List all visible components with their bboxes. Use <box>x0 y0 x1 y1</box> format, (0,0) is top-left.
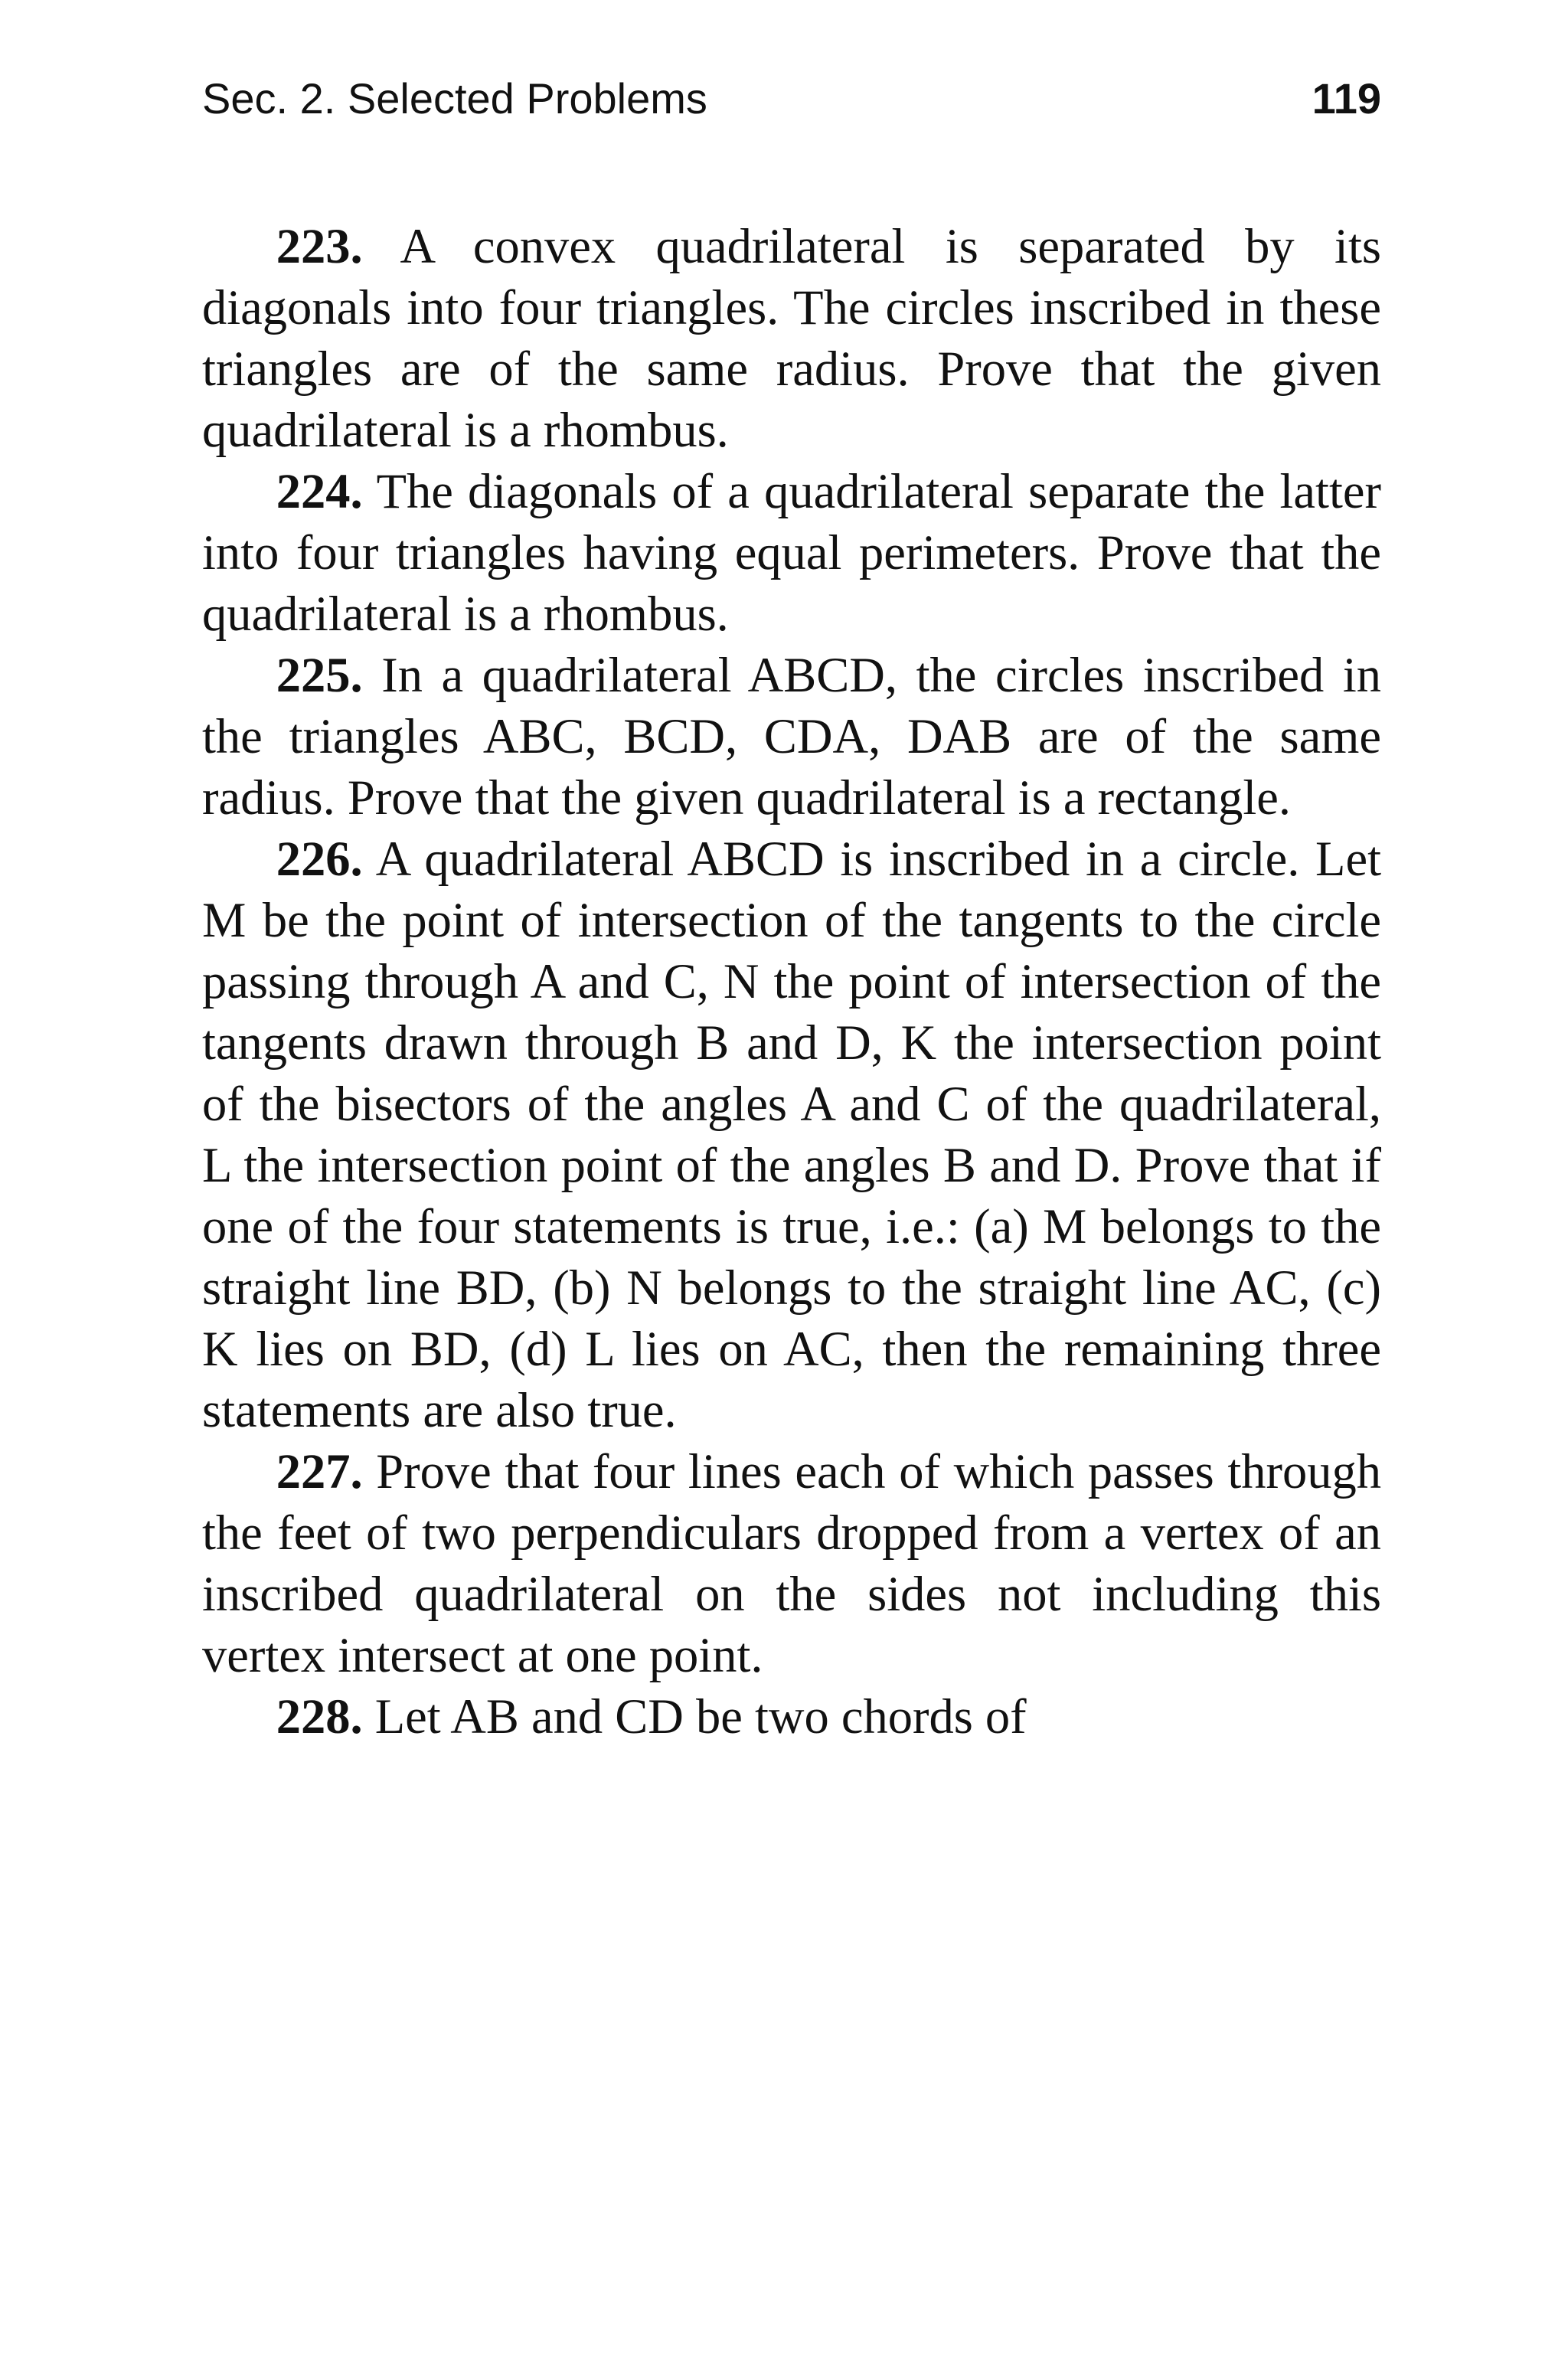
problem-224 <box>202 461 1394 645</box>
page-number: 119 <box>1312 74 1381 123</box>
problem-text: Let AB and CD be two chords of <box>374 1689 1027 1744</box>
problem-text: The diagonals of a quadrilateral separate the latter into four triangles having equal perimeters. Prove that the quadrilateral is a rhombus. <box>202 464 1394 641</box>
problem-number: 226. <box>276 832 363 886</box>
problem-number: 228. <box>276 1689 363 1744</box>
problem-225 <box>202 645 1394 829</box>
problem-text: In a quadrilateral ABCD, the circles inscribed in the triangles ABC, BCD, CDA, DAB are of the same radius. Prove that the given quadrilateral is a rectangle. <box>202 648 1394 825</box>
problem-226 <box>202 829 1394 1441</box>
section-title: Sec. 2. Selected Problems <box>202 74 707 123</box>
book-page <box>202 74 1394 1747</box>
problem-number: 225. <box>276 648 363 702</box>
problem-228 <box>202 1686 1381 1747</box>
problem-223 <box>202 216 1394 461</box>
problem-text: Prove that four lines each of which passes through the feet of two perpendiculars dropped from a vertex of an inscribed quadrilateral on the sides not including this vertex intersect at one point. <box>202 1444 1394 1682</box>
problem-227 <box>202 1441 1394 1686</box>
problem-number: 224. <box>276 464 363 518</box>
problem-number: 227. <box>276 1444 363 1499</box>
running-head <box>202 74 1381 132</box>
problem-list <box>202 216 1394 1747</box>
problem-text: A quadrilateral ABCD is inscribed in a circle. Let M be the point of intersection of the tangents to the circle passing through A and C, N the point of intersection of the tangents drawn through B and D, K the intersection point of the bisectors of the angles A and C of the quadrilateral, L the intersection point of the angles B and D. Prove that if one of the four statements is true, i.e.: (a) M belongs to the straight line BD, (b) N belongs to the straight line AC, (c) K lies on BD, (d) L lies on AC, then the remaining three statements are also true. <box>202 832 1394 1437</box>
problem-text: A convex quadrilateral is separated by its diagonals into four triangles. The circles inscribed in these triangles are of the same radius. Prove that the given quadrilateral is a rhombus. <box>202 219 1394 457</box>
problem-number: 223. <box>276 219 363 273</box>
